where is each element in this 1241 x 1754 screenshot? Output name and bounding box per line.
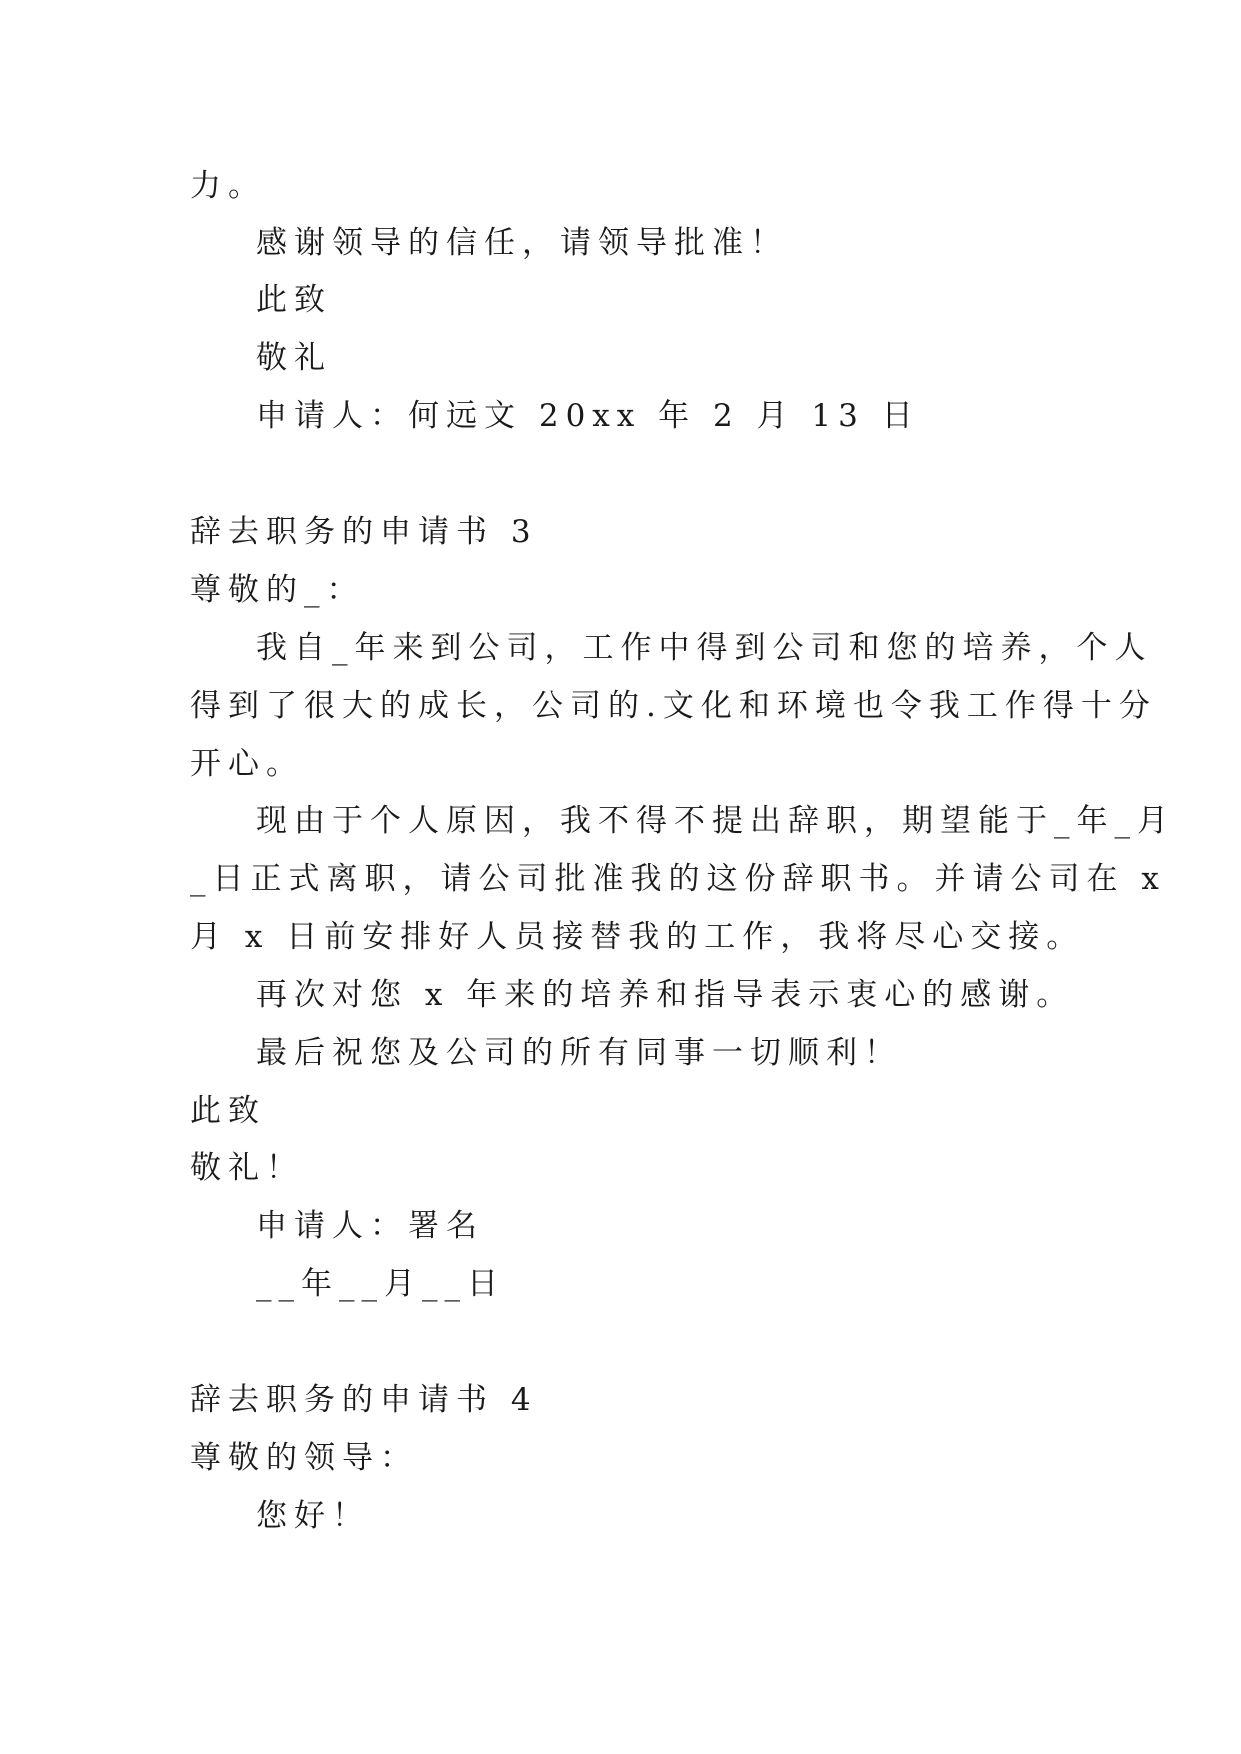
paragraph-line: _日正式离职，请公司批准我的这份辞职书。并请公司在 x: [190, 861, 1166, 897]
paragraph-line: 再次对您 x 年来的培养和指导表示衷心的感谢。: [256, 977, 1075, 1013]
closing-cizhi: 此致: [190, 1093, 266, 1129]
section-title-3: 辞去职务的申请书 3: [190, 514, 538, 550]
paragraph-line: 开心。: [190, 746, 304, 782]
paragraph-line: 得到了很大的成长，公司的.文化和环境也令我工作得十分: [190, 688, 1157, 724]
closing-cizhi: 此致: [256, 282, 332, 318]
signature-line: 申请人：署名: [256, 1208, 484, 1244]
paragraph-line: 月 x 日前安排好人员接替我的工作，我将尽心交接。: [190, 919, 1085, 955]
thanks-line: 感谢领导的信任，请领导批准！: [256, 225, 788, 261]
paragraph-line: 我自_年来到公司，工作中得到公司和您的培养，个人: [256, 630, 1153, 666]
paragraph-line: 现由于个人原因，我不得不提出辞职，期望能于_年_月: [256, 803, 1175, 839]
salutation: 尊敬的领导：: [190, 1440, 418, 1476]
greeting: 您好！: [256, 1498, 370, 1534]
signature-line: 申请人：何远文 20xx 年 2 月 13 日: [256, 398, 920, 434]
paragraph-line: 最后祝您及公司的所有同事一切顺利！: [256, 1035, 902, 1071]
date-line: __年__月__日: [256, 1266, 505, 1302]
paragraph-continuation: 力。: [190, 168, 266, 204]
closing-jingli: 敬礼: [256, 340, 332, 376]
closing-jingli: 敬礼！: [190, 1150, 304, 1186]
salutation: 尊敬的_：: [190, 572, 365, 608]
section-title-4: 辞去职务的申请书 4: [190, 1382, 538, 1418]
